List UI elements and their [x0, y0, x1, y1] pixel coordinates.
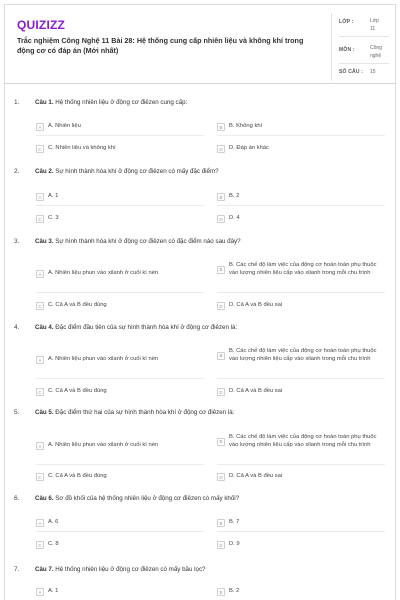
question-number: 7. [14, 566, 20, 573]
question-text [35, 409, 234, 416]
option-divider [36, 205, 204, 206]
option-text: A. 1 [48, 588, 59, 595]
option-divider [217, 292, 385, 293]
option-b[interactable] [217, 262, 379, 277]
option-c[interactable] [36, 541, 59, 549]
question-count-label: SỐ CÂU : [339, 69, 364, 75]
option-c[interactable] [36, 388, 107, 396]
option-divider [36, 464, 204, 465]
option-letter-box: C [36, 541, 44, 549]
option-text: D. 4 [229, 215, 240, 222]
option-d[interactable] [217, 145, 269, 153]
option-divider [217, 205, 385, 206]
class-label: LỚP : [339, 19, 354, 25]
option-letter-box: A [36, 588, 44, 596]
question-body: Sự hình thành hòa khí ở động cơ điêzen có đặc điểm nào sau đây? [53, 238, 241, 245]
option-a[interactable] [36, 588, 58, 596]
option-divider [217, 531, 385, 532]
header-divider [331, 13, 332, 81]
class-value-line-1: Lớp [370, 18, 379, 24]
question-body: Hệ thống nhiên liệu ở động cơ điêzen có mấy bầu lọc? [53, 566, 206, 573]
option-text: D. Đáp án khác [229, 145, 269, 152]
option-letter-box: C [36, 388, 44, 396]
option-letter-box: D [217, 302, 225, 310]
question-label: Câu 1. [35, 99, 54, 106]
option-letter-box: A [36, 270, 44, 278]
option-letter-box: C [36, 302, 44, 310]
option-b[interactable] [217, 588, 239, 596]
option-d[interactable] [217, 473, 282, 481]
option-c[interactable] [36, 302, 107, 310]
option-text: A. Nhiên liệu [48, 123, 81, 130]
option-a[interactable] [36, 270, 158, 278]
option-a[interactable] [36, 123, 81, 131]
question-body: Đặc điểm đầu tiên của sự hình thành hòa khí ở động cơ điêzen là: [53, 324, 238, 331]
option-text: D. Cả A và B đều sai [229, 302, 283, 309]
option-a[interactable] [36, 356, 158, 364]
option-letter-box: B [217, 123, 225, 131]
question-text [35, 324, 237, 331]
question-label: Câu 2. [35, 168, 54, 175]
worksheet-title: Trắc nghiệm Công Nghệ 11 Bài 28: Hệ thống cung cấp nhiên liệu và không khí trong động cơ có đáp án (Mới nhất) [17, 36, 304, 55]
option-letter-box: D [217, 145, 225, 153]
meta-divider [339, 36, 389, 37]
option-divider [36, 135, 204, 136]
option-text: C. Cả A và B đều đúng [48, 473, 107, 480]
question-body: Đặc điểm thứ hai của sự hình thành hòa khí ở động cơ điêzen là: [53, 409, 235, 416]
option-divider [36, 378, 204, 379]
option-divider [36, 292, 204, 293]
option-a[interactable] [36, 193, 58, 201]
option-b[interactable] [217, 348, 379, 363]
question-count-value: 15 [370, 69, 376, 75]
question-number: 1. [14, 99, 20, 106]
option-letter-box: A [36, 193, 44, 201]
option-d[interactable] [217, 541, 240, 549]
option-letter-box: A [36, 356, 44, 364]
option-c[interactable] [36, 215, 59, 223]
option-text: D. Cả A và B đều sai [229, 388, 283, 395]
option-d[interactable] [217, 215, 240, 223]
option-letter-box: B [217, 438, 225, 446]
option-letter-box: A [36, 442, 44, 450]
option-letter-box: B [217, 193, 225, 201]
option-c[interactable] [36, 145, 116, 153]
option-letter-box: B [217, 266, 225, 274]
option-text: A. 1 [48, 193, 59, 200]
option-letter-box: C [36, 145, 44, 153]
question-label: Câu 7. [35, 566, 54, 573]
class-value-line-2: 11 [370, 26, 376, 32]
option-divider [36, 531, 204, 532]
option-text: B. 7 [229, 519, 240, 526]
option-text: C. Cả A và B đều đúng [48, 388, 107, 395]
option-letter-box: C [36, 473, 44, 481]
option-letter-box: A [36, 519, 44, 527]
question-body: Sơ đồ khối của hệ thống nhiên liệu ở động cơ điêzen có mấy khối? [53, 495, 240, 502]
option-b[interactable] [217, 519, 239, 527]
option-text: A. Nhiên liệu phun vào xilanh ở cuối kì nén [48, 356, 159, 363]
option-text: C. 3 [48, 215, 59, 222]
option-text: A. Nhiên liệu phun vào xilanh ở cuối kì nén [48, 270, 159, 277]
question-number: 4. [14, 324, 20, 331]
question-body: Hệ thống nhiên liệu ở động cơ điêzen cung cấp: [53, 99, 188, 106]
option-divider [217, 135, 385, 136]
question-text [35, 495, 239, 502]
option-text: C. Nhiên liệu và không khí [48, 145, 116, 152]
subject-label: MÔN : [339, 47, 355, 53]
question-number: 6. [14, 495, 20, 502]
question-label: Câu 3. [35, 238, 54, 245]
option-letter-box: D [217, 388, 225, 396]
option-text: D. Cả A và B đều sai [229, 473, 283, 480]
option-d[interactable] [217, 302, 282, 310]
option-text: B. Không khí [229, 123, 263, 130]
question-number: 2. [14, 168, 20, 175]
option-b[interactable] [217, 123, 262, 131]
question-number: 5. [14, 409, 20, 416]
class-value [370, 17, 390, 33]
option-text: C. Cả A và B đều đúng [48, 302, 107, 309]
option-letter-box: B [217, 352, 225, 360]
option-divider [217, 378, 385, 379]
question-label: Câu 4. [35, 324, 54, 331]
option-letter-box: B [217, 519, 225, 527]
option-text: A. Nhiên liệu phun vào xilanh ở cuối kì nén [48, 442, 159, 449]
option-c[interactable] [36, 473, 107, 481]
option-a[interactable] [36, 519, 58, 527]
subject-value [370, 44, 390, 60]
question-number: 3. [14, 238, 20, 245]
option-text: B. Các chế độ làm việc của động cơ hoàn toàn phụ thuộc vào lượng nhiên liệu cấp vào xilanh trong mỗi chu trình [229, 434, 377, 448]
question-label: Câu 6. [35, 495, 54, 502]
option-letter-box: C [36, 215, 44, 223]
option-text: A. 6 [48, 519, 59, 526]
option-text: B. 2 [229, 193, 240, 200]
option-letter-box: D [217, 473, 225, 481]
worksheet-page [4, 4, 396, 600]
option-text: C. 8 [48, 541, 59, 548]
subject-value-line-1: Công [370, 45, 382, 51]
question-text [35, 168, 219, 175]
option-letter-box: A [36, 123, 44, 131]
option-b[interactable] [217, 193, 239, 201]
question-body: Sự hình thành hòa khí ở động cơ điêzen có mấy đặc điểm? [53, 168, 219, 175]
question-text [35, 566, 205, 573]
question-text [35, 99, 187, 106]
question-label: Câu 5. [35, 409, 54, 416]
option-divider [217, 464, 385, 465]
option-text: B. 2 [229, 588, 240, 595]
option-letter-box: B [217, 588, 225, 596]
subject-value-line-2: nghệ [370, 53, 382, 59]
worksheet-header [5, 5, 395, 84]
option-text: B. Các chế độ làm việc của động cơ hoàn toàn phụ thuộc vào lượng nhiên liệu cấp vào xilanh trong mỗi chu trình [229, 262, 377, 276]
option-d[interactable] [217, 388, 282, 396]
meta-divider [339, 63, 389, 64]
option-text: D. 9 [229, 541, 240, 548]
option-b[interactable] [217, 434, 379, 449]
option-letter-box: D [217, 215, 225, 223]
option-text: B. Các chế độ làm việc của động cơ hoàn toàn phụ thuộc vào lượng nhiên liệu cấp vào xilanh trong mỗi chu trình [229, 348, 377, 362]
question-text [35, 238, 241, 245]
quizizz-logo: QUIZIZZ [17, 18, 66, 32]
option-letter-box: D [217, 541, 225, 549]
option-a[interactable] [36, 442, 158, 450]
